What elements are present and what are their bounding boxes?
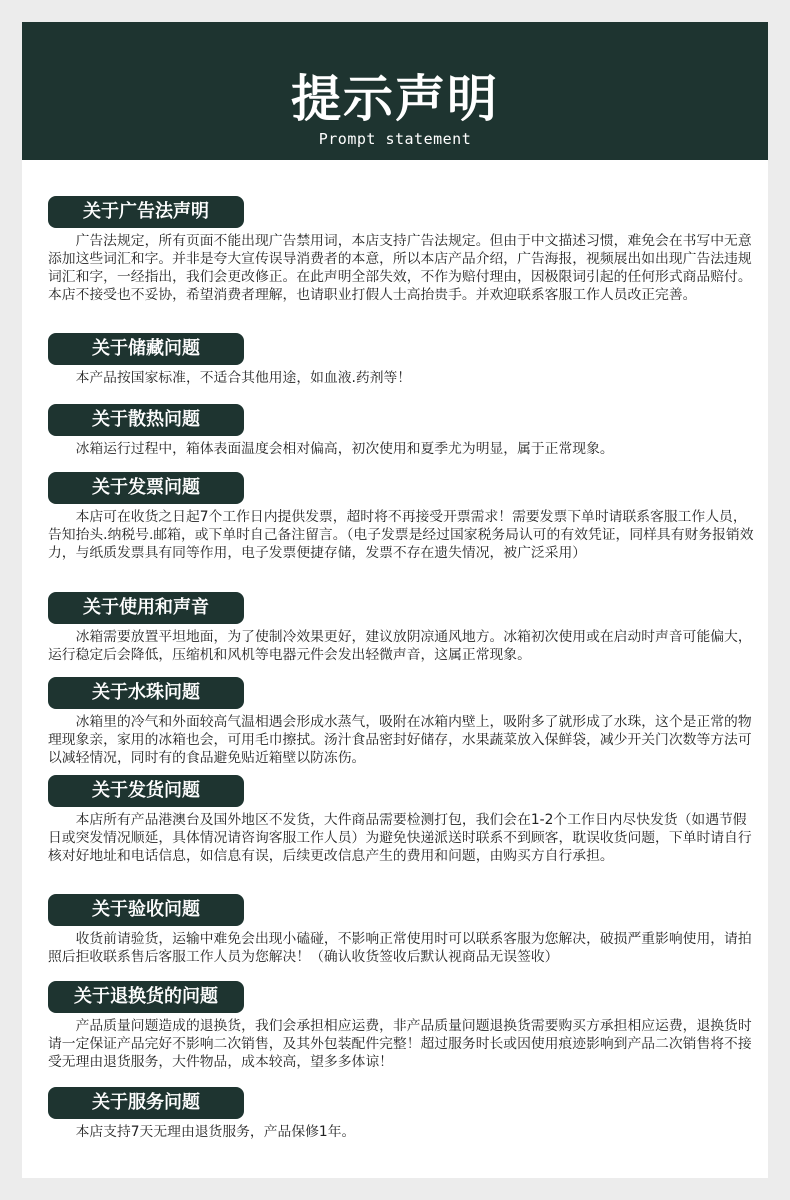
section-heading-inspection: 关于验收问题 — [48, 894, 244, 926]
section-advertising-law — [48, 196, 758, 304]
header-banner — [22, 22, 768, 160]
section-body-service: 本店支持7天无理由退货服务，产品保修1年。 — [75, 1124, 356, 1140]
section-heading-water-drops: 关于水珠问题 — [48, 677, 244, 709]
page-title: 提示声明 — [291, 70, 499, 128]
section-body-advertising-law: 广告法规定，所有页面不能出现广告禁用词，本店支持广告法规定。但由于中文描述习惯，难免会在书写中无意添加这些词汇和字。并非是夸大宣传误导消费者的本意，所以本店产品介绍，广告海报，视频展出如出现广告法违规词汇和字，一经指出，我们会更改修正。在此声明全部失效，不作为赔付理由，因极限词引起的任何形式商品赔付。本店不接受也不妥协，希望消费者理解，也请职业打假人士高抬贵手。并欢迎联系客服工作人员改正完善。 — [48, 233, 752, 303]
section-body-inspection: 收货前请验货，运输中难免会出现小磕碰，不影响正常使用时可以联系客服为您解决，破损严重影响使用，请拍照后拒收联系售后客服工作人员为您解决！（确认收货签收后默认视商品无误签收） — [48, 931, 752, 965]
section-body-usage-sound: 冰箱需要放置平坦地面，为了使制冷效果更好，建议放阴凉通风地方。冰箱初次使用或在启动时声音可能偏大，运行稳定后会降低，压缩机和风机等电器元件会发出轻微声音，这属正常现象。 — [48, 629, 752, 663]
section-body-heat-dissipation: 冰箱运行过程中，箱体表面温度会相对偏高，初次使用和夏季尤为明显，属于正常现象。 — [75, 441, 614, 457]
section-shipping — [48, 775, 758, 865]
section-heading-heat-dissipation: 关于散热问题 — [48, 404, 244, 436]
section-water-drops — [48, 677, 758, 767]
section-body-shipping: 本店所有产品港澳台及国外地区不发货，大件商品需要检测打包，我们会在1-2个工作日内尽快发货（如遇节假日或突发情况顺延，具体情况请咨询客服工作人员）为避免快递派送时联系不到顾客，耽误收货问题，下单时请自行核对好地址和电话信息，如信息有误，后续更改信息产生的费用和问题，由购买方自行承担。 — [48, 812, 752, 864]
page-subtitle: Prompt statement — [318, 130, 472, 148]
section-body-storage: 本产品按国家标准，不适合其他用途，如血液.药剂等！ — [75, 370, 412, 386]
section-storage — [48, 333, 758, 387]
section-invoice — [48, 472, 758, 562]
section-heading-usage-sound: 关于使用和声音 — [48, 592, 244, 624]
section-service — [48, 1087, 758, 1141]
section-body-returns: 产品质量问题造成的退换货，我们会承担相应运费，非产品质量问题退换货需要购买方承担相应运费，退换货时请一定保证产品完好不影响二次销售，及其外包装配件完整！超过服务时长或因使用痕迹影响到产品二次销售将不接受无理由退货服务，大件物品，成本较高，望多多体谅！ — [48, 1018, 752, 1070]
section-heading-invoice: 关于发票问题 — [48, 472, 244, 504]
section-returns — [48, 981, 758, 1071]
section-heading-returns: 关于退换货的问题 — [48, 981, 244, 1013]
statement-card — [22, 22, 768, 1178]
section-heading-service: 关于服务问题 — [48, 1087, 244, 1119]
section-heat-dissipation — [48, 404, 758, 458]
section-body-invoice: 本店可在收货之日起7个工作日内提供发票，超时将不再接受开票需求！需要发票下单时请联系客服工作人员，告知抬头.纳税号.邮箱，或下单时自己备注留言。（电子发票是经过国家税务局认可的有效凭证，同样具有财务报销效力，与纸质发票具有同等作用，电子发票便捷存储，发票不存在遗失情况，被广泛采用） — [48, 509, 754, 561]
section-usage-sound — [48, 592, 758, 664]
section-body-water-drops: 冰箱里的冷气和外面较高气温相遇会形成水蒸气，吸附在冰箱内壁上，吸附多了就形成了水珠，这个是正常的物理现象亲，家用的冰箱也会，可用毛巾擦拭。汤汁食品密封好储存，水果蔬菜放入保鲜袋，减少开关门次数等方法可以减轻情况，同时有的食品避免贴近箱壁以防冻伤。 — [48, 714, 752, 766]
section-inspection — [48, 894, 758, 966]
section-heading-storage: 关于储藏问题 — [48, 333, 244, 365]
section-heading-shipping: 关于发货问题 — [48, 775, 244, 807]
section-heading-advertising-law: 关于广告法声明 — [48, 196, 244, 228]
